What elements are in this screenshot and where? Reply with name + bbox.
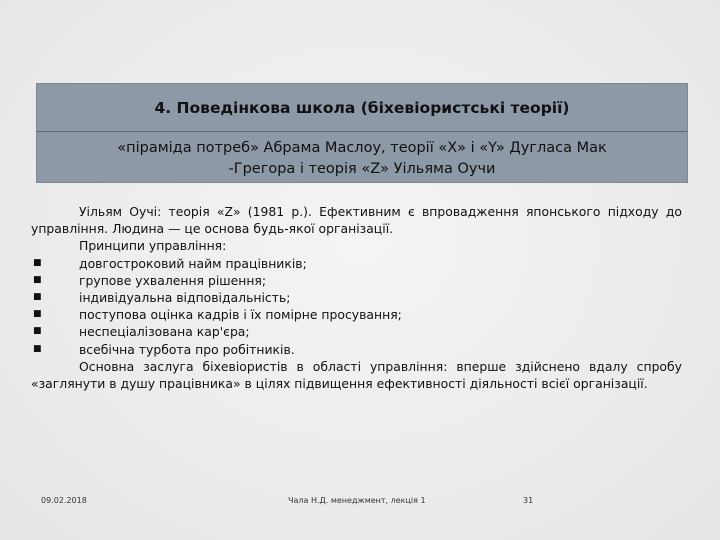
list-item-text: індивідуальна відповідальність; (79, 290, 291, 306)
list-item (31, 289, 682, 306)
square-bullet-icon: ■ (33, 309, 42, 320)
subtitle-line-1: «піраміда потреб» Абрама Маслоу, теорії «Х» і «Y» Дугласа Мак (117, 140, 607, 156)
conclusion-paragraph: Основна заслуга біхевіористів в області управління: вперше здійснено вдалу спробу «заглянути в душу працівника» в цілях підвищення ефективності діяльності всієї організації. (31, 358, 682, 392)
list-item (31, 272, 682, 289)
subtitle-line-2: -Грегора і теорія «Z» Уільяма Оучи (228, 161, 496, 177)
square-bullet-icon: ■ (33, 274, 42, 285)
list-item (31, 306, 682, 323)
square-bullet-icon: ■ (33, 343, 42, 354)
list-item-text: всебічна турбота про робітників. (79, 341, 295, 357)
list-item-text: групове ухвалення рішення; (79, 272, 267, 288)
intro-paragraph: Уільям Оучі: теорія «Z» (1981 р.). Ефективним є впровадження японського підходу до управління. Людина — це основа будь-якої організації. (31, 204, 682, 237)
title-frame (36, 83, 688, 183)
slide-subtitle (37, 132, 687, 182)
list-item (31, 255, 682, 272)
page-number: 31 (523, 496, 534, 505)
list-item-text: поступова оцінка кадрів і їх помірне просування; (79, 307, 402, 323)
square-bullet-icon: ■ (33, 326, 42, 337)
principles-list (31, 255, 682, 358)
list-item-text: довгостроковий найм працівників; (79, 255, 307, 271)
square-bullet-icon: ■ (33, 292, 42, 303)
list-item-text: неспеціалізована кар'єра; (79, 324, 250, 340)
principles-heading: Принципи управління: (79, 238, 227, 254)
square-bullet-icon: ■ (33, 257, 42, 268)
list-item (31, 341, 682, 358)
slide-title: 4. Поведінкова школа (біхевіористські теорії) (37, 84, 687, 132)
footer-date: 09.02.2018 (41, 496, 87, 505)
footer-author: Чала Н.Д. менеджмент, лекція 1 (288, 496, 426, 505)
list-item (31, 323, 682, 340)
slide-body (31, 203, 682, 392)
